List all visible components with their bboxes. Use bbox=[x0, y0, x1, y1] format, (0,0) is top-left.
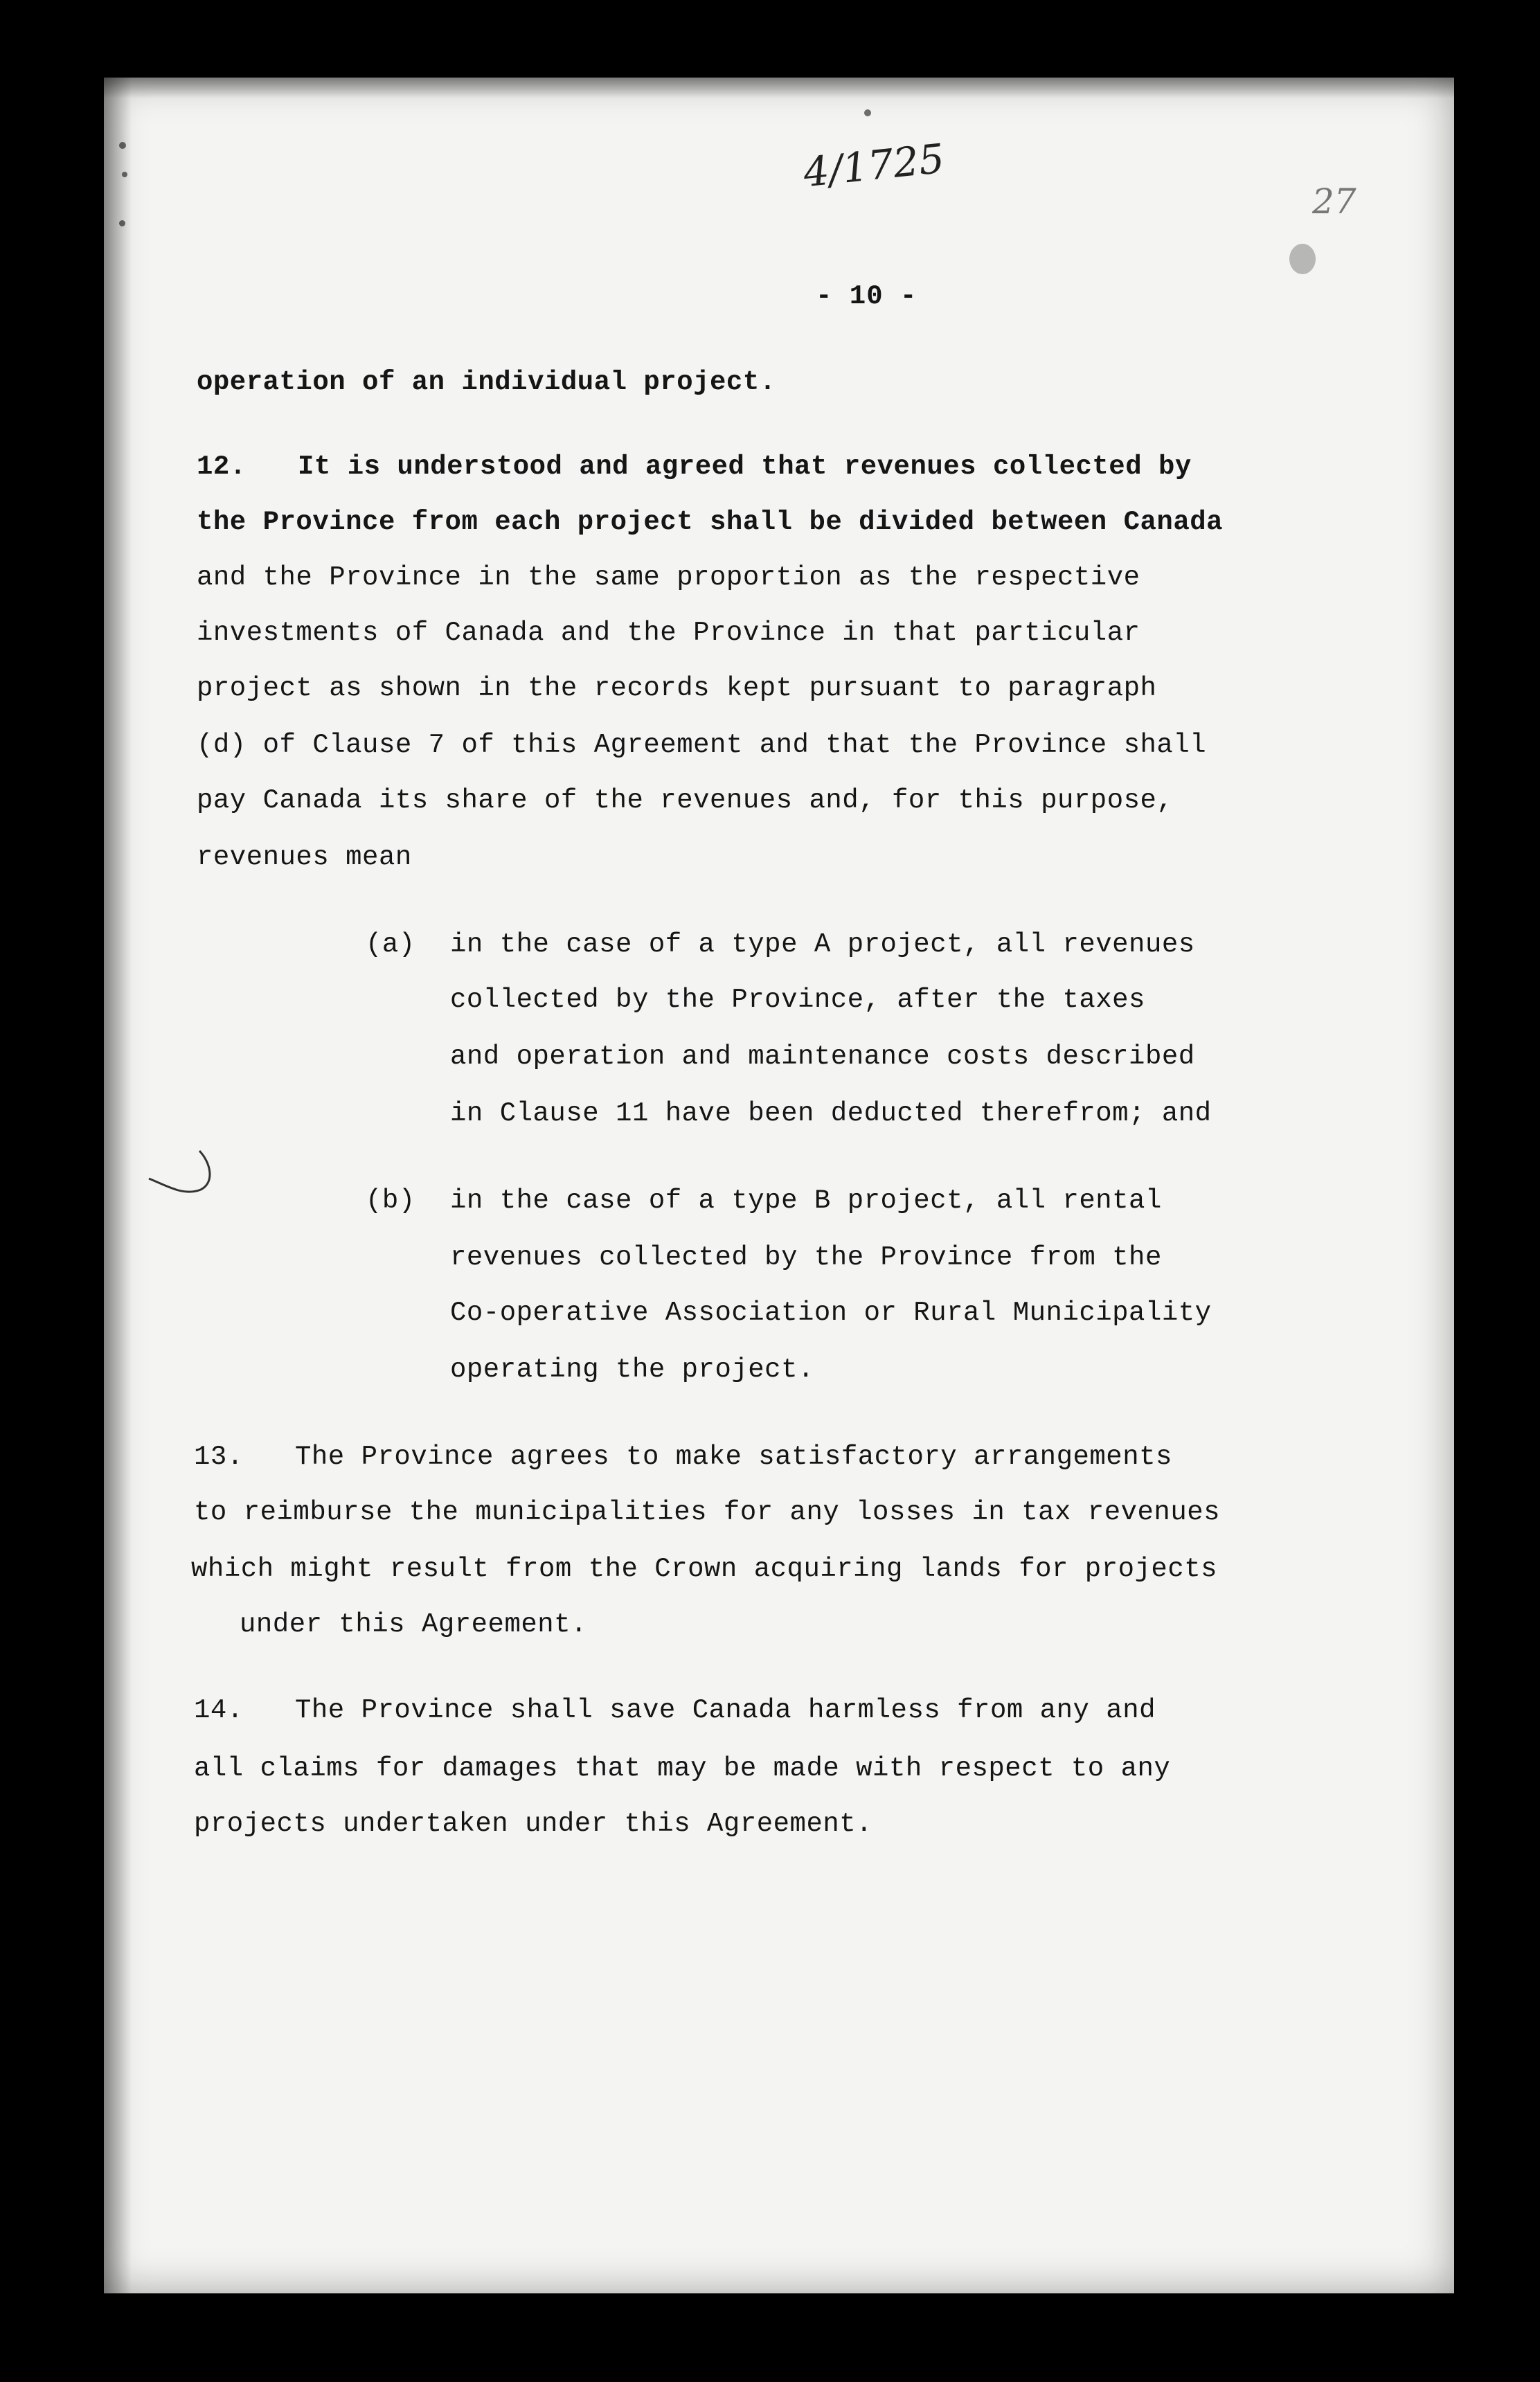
clause-13-line: which might result from the Crown acquiring lands for projects bbox=[191, 1554, 1218, 1584]
item-b-line: Co-operative Association or Rural Municipality bbox=[450, 1298, 1212, 1328]
clause-14-line: all claims for damages that may be made with respect to any bbox=[194, 1753, 1171, 1784]
item-a-line: in Clause 11 have been deducted therefrom; and bbox=[450, 1098, 1212, 1129]
item-a-label: (a) bbox=[366, 929, 415, 960]
item-a-line: collected by the Province, after the taxes bbox=[450, 985, 1145, 1015]
scan-speck bbox=[119, 220, 125, 226]
margin-page-number: 27 bbox=[1312, 181, 1357, 222]
clause-13-number: 13. bbox=[194, 1442, 244, 1472]
item-b-line: in the case of a type B project, all rental bbox=[450, 1185, 1162, 1216]
scan-speck bbox=[1289, 244, 1316, 274]
clause-12-number: 12. bbox=[197, 451, 247, 482]
page-number: - 10 - bbox=[816, 281, 917, 312]
clause-12-line: It is understood and agreed that revenues collected by bbox=[298, 451, 1192, 482]
clause-12-line: and the Province in the same proportion as the respective bbox=[197, 562, 1140, 593]
clause-14-line: The Province shall save Canada harmless from any and bbox=[295, 1695, 1156, 1726]
clause-12-line: project as shown in the records kept pursuant to paragraph bbox=[197, 673, 1157, 704]
item-b-line: operating the project. bbox=[450, 1354, 814, 1385]
clause-13-line: under this Agreement. bbox=[240, 1609, 587, 1640]
clause-12-line: the Province from each project shall be divided between Canada bbox=[197, 507, 1224, 537]
scan-speck bbox=[122, 172, 127, 177]
clause-12-line: revenues mean bbox=[197, 842, 412, 872]
scan-speck bbox=[864, 109, 871, 116]
clause-12-line: (d) of Clause 7 of this Agreement and that the Province shall bbox=[197, 730, 1207, 760]
item-a-line: and operation and maintenance costs described bbox=[450, 1041, 1195, 1072]
margin-scribble-icon bbox=[145, 1143, 222, 1205]
clause-12-line: investments of Canada and the Province in that particular bbox=[197, 618, 1140, 648]
clause-14-number: 14. bbox=[194, 1695, 244, 1726]
page-shadow-left bbox=[104, 78, 132, 2293]
handwritten-reference: 4/1725 bbox=[801, 134, 947, 197]
item-b-label: (b) bbox=[366, 1185, 415, 1216]
clause-13-line: to reimburse the municipalities for any losses in tax revenues bbox=[194, 1497, 1221, 1528]
continuation-line: operation of an individual project. bbox=[197, 367, 776, 397]
clause-14-line: projects undertaken under this Agreement. bbox=[194, 1809, 873, 1839]
page-shadow-top bbox=[104, 78, 1454, 98]
item-a-line: in the case of a type A project, all revenues bbox=[450, 929, 1195, 960]
clause-13-line: The Province agrees to make satisfactory arrangements bbox=[295, 1442, 1172, 1472]
clause-12-line: pay Canada its share of the revenues and, for this purpose, bbox=[197, 785, 1174, 816]
item-b-line: revenues collected by the Province from the bbox=[450, 1242, 1162, 1273]
scan-speck bbox=[119, 142, 126, 149]
